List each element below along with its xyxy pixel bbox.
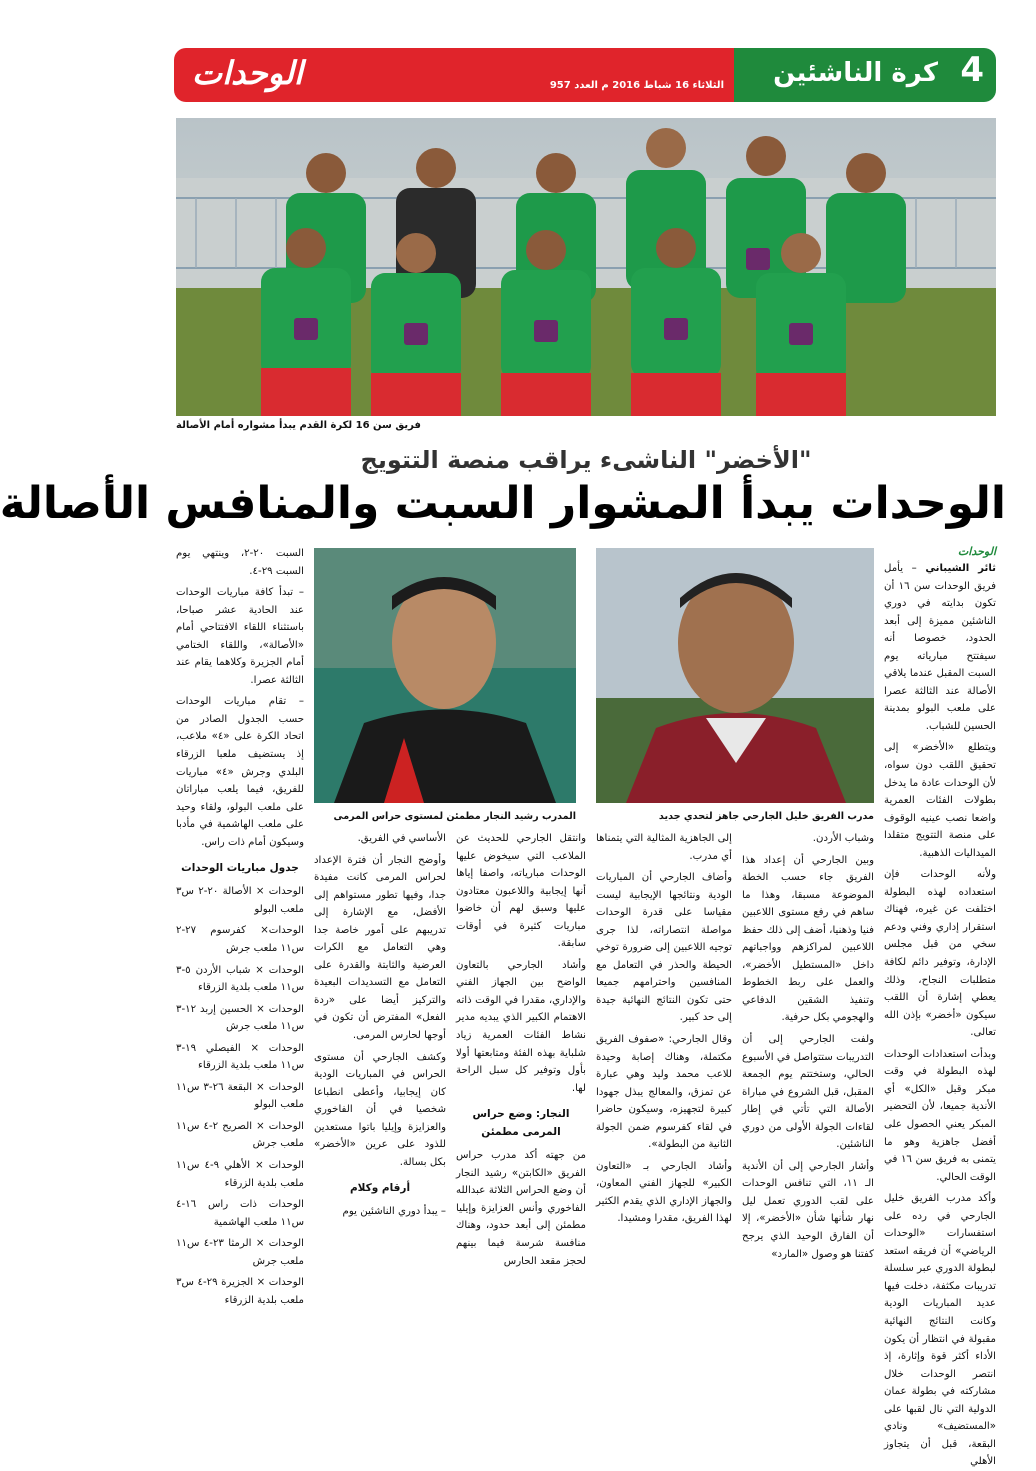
schedule-item: الوحدات × شباب الأردن ٥-٣ س١١ ملعب بلدية الزرقاء xyxy=(176,964,304,994)
paragraph: – يأمل فريق الوحدات سن ١٦ أن تكون بدايته في دوري الناشئين مميزة إلى أبعد الحدود، خصوصا أنه سيفتتح مبارياته يوم السبت المقبل عندما يلاقي الأصالة عند الثالثة عصرا على ملعب البولو بمدينة الحسين للشباب. xyxy=(884,563,996,732)
article-column-5 xyxy=(314,830,446,1218)
paragraph: من جهته أكد مدرب حراس الفريق «الكابتن» رشيد النجار أن وضع الحراس الثلاثة عبدالله الفاخوري وأنس العزايزة وإيليا مطمئن إلى أبعد حدود، وهناك منافسة شرسة فيما بينهم لحجز مقعد الحارس xyxy=(456,1150,586,1267)
paragraph: الأساسي في الفريق. xyxy=(357,833,446,844)
byline: الوحدات xyxy=(957,545,996,558)
coach-najjar-photo xyxy=(314,548,576,803)
section-title: كرة الناشئين xyxy=(773,58,938,88)
schedule-item: الوحدات × الرمثا ٢٣-٤ س١١ ملعب جرش xyxy=(176,1238,304,1267)
paragraph: وأضاف الجارحي أن المباريات الودية ونتائجها الإيجابية ليست مقياسا على قدرة الوحدات مواصلة انتصاراته، لذا جرى توجيه اللاعبين إلى ضرورة توخي الحيطة والحذر في التعامل مع المنافسين واحترامهم جميعا حتى تكون النتائج النهائية جيدة إلى حد كبير. xyxy=(596,872,732,1024)
overline: "الأخضر" الناشىء يراقب منصة التتويج xyxy=(360,446,812,474)
schedule-item: الوحدات × الصريح ٢-٤ س١١ ملعب جرش xyxy=(176,1120,304,1150)
schedule-item: الوحدات × الجزيرة ٢٩-٤ س٣ ملعب بلدية الزرقاء xyxy=(176,1277,304,1306)
coach-jarhi-caption: مدرب الفريق خليل الجارحي جاهز لتحدي جديد xyxy=(658,811,874,822)
schedule-item: الوحدات × البقعة ٢٦-٣ س١١ ملعب البولو xyxy=(176,1081,304,1111)
paragraph: وشباب الأردن. xyxy=(812,833,874,844)
issue-dateline: الثلاثاء 16 شباط 2016 م العدد 957 xyxy=(549,80,724,91)
paragraph: – تبدأ كافة مباريات الوحدات عند الحادية عشر صباحا، باستثناء اللقاء الافتتاحي أمام «الأصالة»، واللقاء الختامي أمام الجزيرة وكلاهما يقام عند الثالثة عصرا. xyxy=(176,587,304,686)
article-column-4 xyxy=(456,830,586,1267)
paragraph: إلى الجاهزية المثالية التي يتمناها أي مدرب. xyxy=(596,833,732,862)
subheading: النجار: وضع حراس المرمى مطمئن xyxy=(472,1108,570,1139)
paragraph: – تقام مباريات الوحدات حسب الجدول الصادر من اتحاد الكرة على «٤» ملاعب، إذ يستضيف ملعبا الزرقاء البلدي وجرش «٤» مباريات للفريق، فيما يلعب مباراتان على ملعب البولو، ولقاء وحيد على ملعب الهاشمية في مأدبا وسيكون أمام ذات راس. xyxy=(176,696,304,848)
paragraph: السبت ٢٠-٢، وينتهي يوم السبت ٢٩-٤. xyxy=(176,548,304,577)
headline: الوحدات يبدأ المشوار السبت والمنافس الأصالة xyxy=(0,478,1006,529)
paragraph: وأكد مدرب الفريق خليل الجارحي في رده على استفسارات «الوحدات الرياضي» أن فريقه استعد لبطولة الدوري عبر سلسلة تدريبات مكثفة، دخلت فيها عديد المباريات الودية وكانت النتائج النهائية مقبولة في انتظار أن يكون الأداء أكثر قوة وإثارة، إذ انتصر الوحدات خلال مشاركته في بطولة عمان الدولية التي نال لقبها على «المستضيف» ونادي البقعة، قبل أن يتجاوز الأهلي xyxy=(884,1193,996,1468)
schedule-item: الوحدات × الحسين إربد ١٢-٣ س١١ ملعب جرش xyxy=(176,1003,304,1033)
paragraph: وانتقل الجارحي للحديث عن الملاعب التي سيخوض عليها الوحدات مبارياته، واصفا إياها أنها إيجابية واللاعبون معتادون عليها وسبق لهم أن خاضوا مباريات كثيرة في أوقات سابقة. xyxy=(456,833,586,950)
team-photo-illustration xyxy=(176,118,996,416)
paragraph: وقال الجارحي: «صفوف الفريق مكتملة، وهناك إصابة وحيدة للاعب محمد وليد وهي عبارة عن تمزق، والمعالج يبذل جهودا كبيرة لتجهيزه، وسيكون حاضرا في لقاء كفرسوم ضمن الجولة الثانية من البطولة». xyxy=(596,1034,732,1151)
article-column-1 xyxy=(884,545,996,1468)
article-column-3 xyxy=(596,830,732,1225)
coach-jarhi-photo xyxy=(596,548,874,803)
subheading: أرقام وكلام xyxy=(349,1182,411,1195)
team-photo xyxy=(176,118,996,416)
team-photo-caption: فريق سن 16 لكرة القدم يبدأ مشواره أمام الأصالة xyxy=(176,420,421,431)
paragraph: وأشاد الجارحي بالتعاون الواضح بين الجهاز الفني والإداري، مقدرا في الوقت ذاته الاهتمام الكبير الذي يبديه مدير نشاط الفئات العمرية زياد شلباية بهذه الفئة ومتابعتها أولا بأول وتوفير كل سبل الراحة لها. xyxy=(456,959,586,1094)
schedule-item: الوحدات × الأهلي ٩-٤ س١١ ملعب بلدية الزرقاء xyxy=(176,1160,304,1189)
paragraph: ولفت الجارحي إلى أن التدريبات ستتواصل في الأسبوع الحالي، وستختتم يوم الجمعة المقبل، قبل الشروع في مباراة الأصالة التي تأتي في إطار لقاءات الجولة الأولى من دوري الناشئين. xyxy=(742,1034,874,1151)
paragraph: وأشار الجارحي إلى أن الأندية الـ ١١، التي تنافس الوحدات على لقب الدوري تعمل ليل نهار شأنها شأن «الأخضر»، إلا أن الفارق الوحيد الذي يرجح كفتنا هو وصول «المارد» xyxy=(742,1160,874,1260)
article-column-6 xyxy=(176,545,304,1306)
paragraph: وبين الجارحي أن إعداد هذا الفريق جاء حسب الخطة الموضوعة مسبقا، وهذا ما ساهم في رفع مستوى اللاعبين فنيا وذهنيا، أضف إلى ذلك حفظ اللاعبين لمراكزهم وواجباتهم داخل «المستطيل الأخضر»، والعمل على ربط الخطوط وتنفيذ الشقين الدفاعي والهجومي بكل حرفية. xyxy=(742,854,874,1024)
paragraph: وكشف الجارحي أن مستوى الحراس في المباريات الودية كان إيجابيا، وأعطى انطباعا شخصيا في أن الفاخوري والعزايزة وإيليا باتوا مستعدين للذود على عرين «الأخضر» بكل بسالة. xyxy=(314,1051,446,1168)
paragraph: وبدأت استعدادات الوحدات لهذه البطولة في وقت مبكر وقبل «الكل» أي الأندية جميعا، لأن التحضير المبكر يعني الحصول على أفضل جاهزية وهو ما يتمنى به فريق سن ١٦ في الوقت الحالي. xyxy=(884,1048,996,1183)
paragraph: – يبدأ دوري الناشئين يوم xyxy=(342,1206,446,1218)
coach-najjar-caption: المدرب رشيد النجار مطمئن لمستوى حراس المرمى xyxy=(333,811,576,822)
page-header xyxy=(174,48,996,102)
paragraph: ويتطلع «الأخضر» إلى تحقيق اللقب دون سواه، لأن الوحدات عادة ما يدخل بطولات الفئات العمرية واضعا نصب عينيه الوقوف على منصة التتويج متقلدا الميداليات الذهبية. xyxy=(884,742,996,859)
article-column-2 xyxy=(742,830,874,1260)
header-green-band xyxy=(734,48,996,102)
paragraph: ولأنه الوحدات فإن استعداده لهذه البطولة اختلفت عن غيره، فهناك استقرار إداري وفني ودعم سخي من قبل مجلس الإدارة، وتوفير دائم لكافة متطلبات النجاح، وذلك يعطي إشارة أن اللقب سيكون «أخضر» بإذن الله تعالى. xyxy=(884,869,996,1039)
page-number: 4 xyxy=(960,50,984,90)
schedule-item: الوحدات × الفيصلي ١٩-٣ س١١ ملعب بلدية الزرقاء xyxy=(176,1042,304,1072)
schedule-item: الوحدات ذات راس ١٦-٤ س١١ ملعب الهاشمية xyxy=(176,1199,304,1228)
header-red-band xyxy=(174,48,774,102)
subheading: جدول مباريات الوحدات xyxy=(181,862,299,875)
paragraph: وأوضح النجار أن فترة الإعداد لحراس المرمى كانت مفيدة جدا، وفيها تطور مستواهم إلى الأفضل، مع الإشارة إلى تدريبهم على أمور خاصة جدا وهي التعامل مع الكرات العرضية والثابتة والقدرة على التعامل مع التسديدات البعيدة والتركيز أيضا على «ردة الفعل» المفترض أن تكون في أوجها لحارس المرمى. xyxy=(314,854,446,1042)
author-name: ثائر الشيباني xyxy=(925,563,996,574)
paragraph: وأشاد الجارحي بـ «التعاون الكبير» للجهاز الفني المعاون، والجهاز الإداري الذي يقدم الكثير لهذا الفريق، مقدرا ومشيدا. xyxy=(596,1160,732,1225)
schedule-item: الوحدات × الأصالة ٢٠-٢ س٣ ملعب البولو xyxy=(176,886,304,915)
schedule-item: الوحدات× كفرسوم ٢٧-٢ س١١ ملعب جرش xyxy=(176,925,304,954)
brand-logo-text: الوحدات xyxy=(192,54,303,92)
